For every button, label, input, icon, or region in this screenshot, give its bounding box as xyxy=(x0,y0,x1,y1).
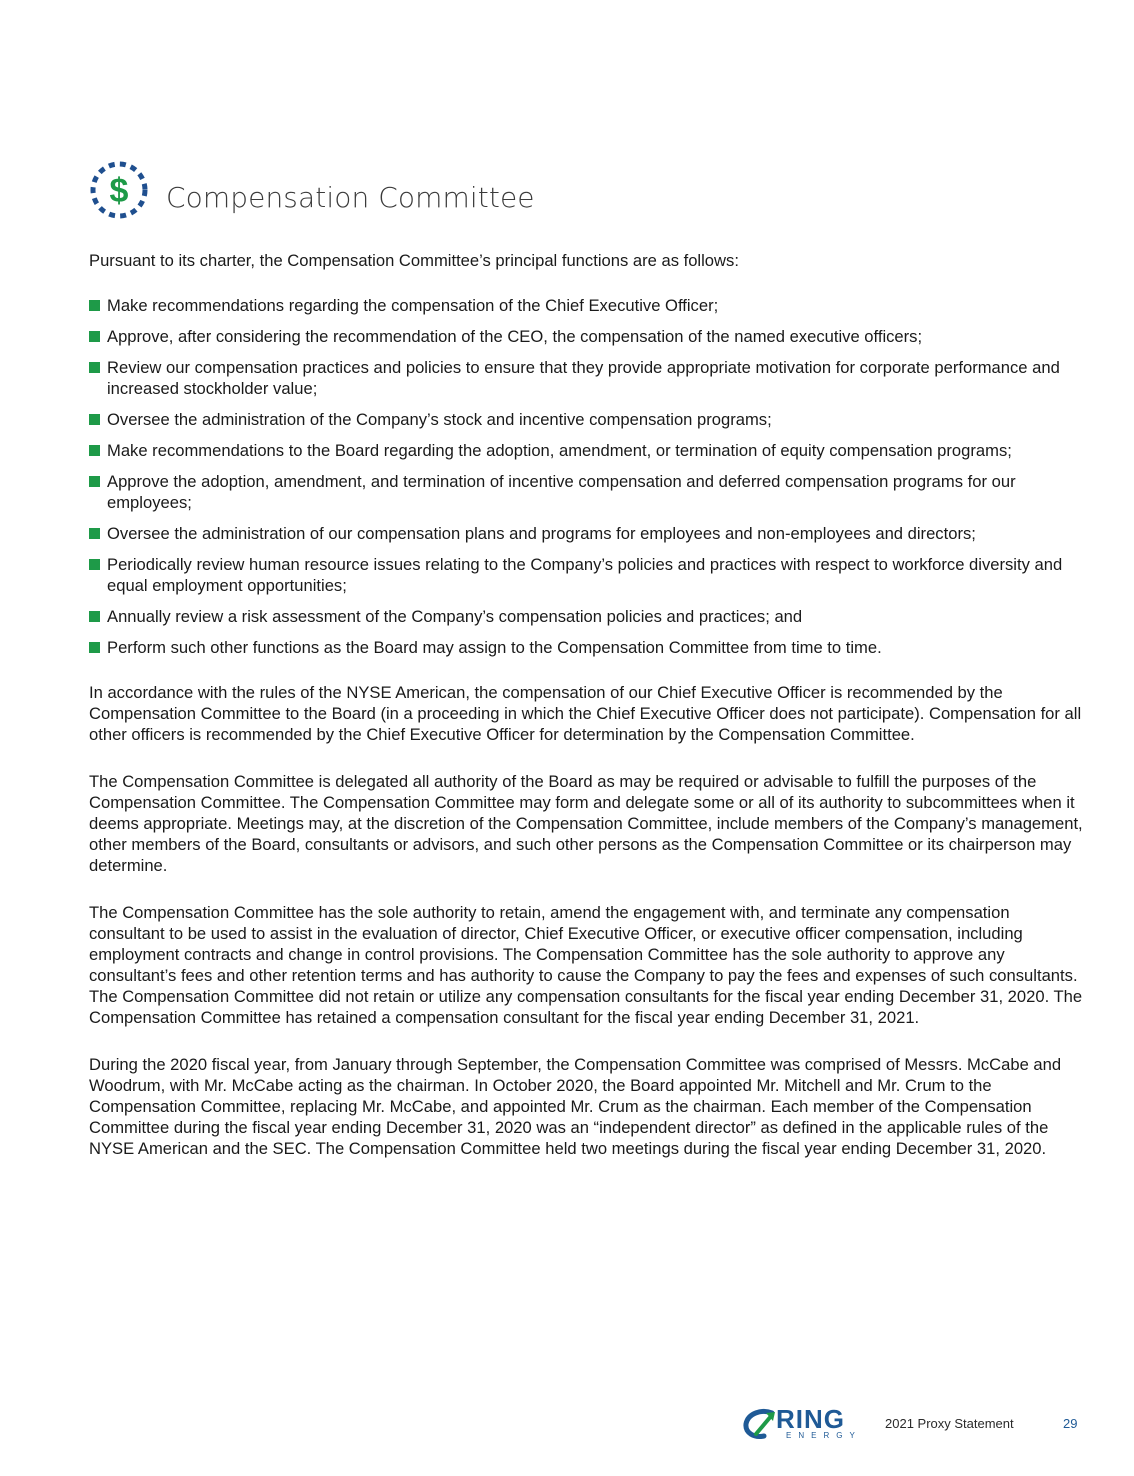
intro-text: Pursuant to its charter, the Compensation Committee’s principal functions are as follows: xyxy=(89,251,739,270)
list-item xyxy=(89,409,1084,430)
square-bullet-icon xyxy=(89,445,100,456)
page-footer xyxy=(742,1405,1082,1445)
logo-word: RING xyxy=(776,1404,845,1434)
dollar-circle-icon xyxy=(88,159,150,221)
section-title: Compensation Committee xyxy=(166,180,535,214)
square-bullet-icon xyxy=(89,528,100,539)
list-item-text: Review our compensation practices and policies to ensure that they provide appropriate motivation for corporate performance and increased stockholder value; xyxy=(107,358,1060,398)
functions-list xyxy=(89,295,1084,658)
list-item-text: Oversee the administration of the Company’s stock and incentive compensation programs; xyxy=(107,410,772,429)
list-item xyxy=(89,637,1084,658)
paragraph-nyse-rules: In accordance with the rules of the NYSE American, the compensation of our Chief Executive Officer is recommended by the Compensation Committee to the Board (in a proceeding in which the Chief Executive Officer does not participate). Compensation for all other officers is recommended by the Chief Executive Officer for determination by the Compensation Committee. xyxy=(89,683,1082,744)
list-item xyxy=(89,295,1084,316)
document-body xyxy=(89,250,1084,1185)
paragraph-consultants: The Compensation Committee has the sole authority to retain, amend the engagement with, and terminate any compensation consultant to be used to assist in the evaluation of director, Chief Executive Officer, or executive officer compensation, including employment contracts and change in control provisions. The Compensation Committee has the sole authority to approve any consultant’s fees and other retention terms and has authority to cause the Company to pay the fees and expenses of such consultants. The Compensation Committee did not retain or utilize any compensation consultants for the fiscal year ending December 31, 2020. The Compensation Committee has retained a compensation consultant for the fiscal year ending December 31, 2021. xyxy=(89,903,1083,1027)
square-bullet-icon xyxy=(89,362,100,373)
list-item xyxy=(89,440,1084,461)
section-header xyxy=(88,158,535,222)
list-item-text: Approve the adoption, amendment, and termination of incentive compensation and deferred compensation programs for our employees; xyxy=(107,472,1016,512)
page-number: 29 xyxy=(1063,1416,1078,1431)
paragraph-membership: During the 2020 fiscal year, from January through September, the Compensation Committee was comprised of Messrs. McCabe and Woodrum, with Mr. McCabe acting as the chairman. In October 2020, the Board appointed Mr. Mitchell and Mr. Crum to the Compensation Committee, replacing Mr. McCabe, and appointed Mr. Crum as the chairman. Each member of the Compensation Committee during the fiscal year ending December 31, 2020 was an “independent director” as defined in the applicable rules of the NYSE American and the SEC. The Compensation Committee held two meetings during the fiscal year ending December 31, 2020. xyxy=(89,1055,1062,1158)
ring-energy-logo xyxy=(742,1404,862,1443)
list-item-text: Annually review a risk assessment of the Company’s compensation policies and practices; and xyxy=(107,607,803,626)
square-bullet-icon xyxy=(89,300,100,311)
square-bullet-icon xyxy=(89,331,100,342)
list-item-text: Make recommendations regarding the compensation of the Chief Executive Officer; xyxy=(107,296,719,315)
list-item xyxy=(89,357,1084,399)
paragraph-delegated-authority: The Compensation Committee is delegated all authority of the Board as may be required or advisable to fulfill the purposes of the Compensation Committee. The Compensation Committee may form and delegate some or all of its authority to subcommittees when it deems appropriate. Meetings may, at the discretion of the Compensation Committee, include members of the Company’s management, other members of the Board, consultants or advisors, and such other persons as the Compensation Committee or its chairperson may determine. xyxy=(89,772,1083,875)
square-bullet-icon xyxy=(89,559,100,570)
list-item xyxy=(89,606,1084,627)
list-item xyxy=(89,523,1084,544)
square-bullet-icon xyxy=(89,642,100,653)
list-item xyxy=(89,554,1084,596)
square-bullet-icon xyxy=(89,476,100,487)
list-item-text: Periodically review human resource issues relating to the Company’s policies and practices with respect to workforce diversity and equal employment opportunities; xyxy=(107,555,1063,595)
list-item-text: Approve, after considering the recommendation of the CEO, the compensation of the named executive officers; xyxy=(107,327,923,346)
list-item xyxy=(89,326,1084,347)
square-bullet-icon xyxy=(89,414,100,425)
list-item-text: Perform such other functions as the Board may assign to the Compensation Committee from time to time. xyxy=(107,638,882,657)
square-bullet-icon xyxy=(89,611,100,622)
document-name: 2021 Proxy Statement xyxy=(885,1416,1014,1431)
logo-subword: ENERGY xyxy=(786,1431,862,1440)
list-item-text: Oversee the administration of our compensation plans and programs for employees and non-employees and directors; xyxy=(107,524,976,543)
list-item-text: Make recommendations to the Board regarding the adoption, amendment, or termination of equity compensation programs; xyxy=(107,441,1012,460)
svg-text:$: $ xyxy=(109,172,129,210)
list-item xyxy=(89,471,1084,513)
